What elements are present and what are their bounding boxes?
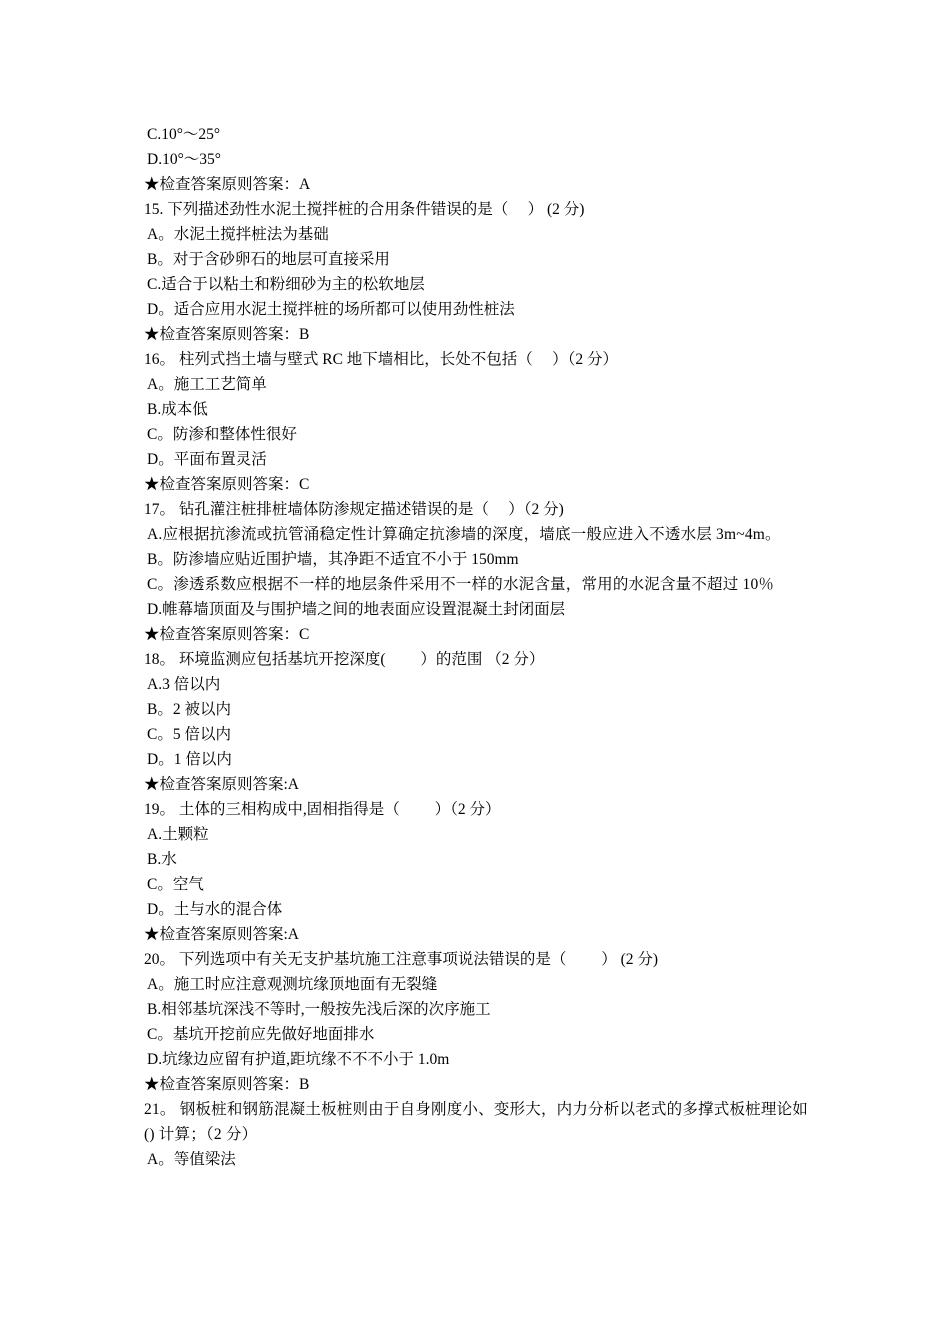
answer-key-line: ★检查答案原则答案：B — [144, 326, 310, 343]
question-text: 19。 土体的三相构成中,固相指得是（ ）（2 分） — [144, 801, 501, 818]
question-text: 15. 下列描述劲性水泥土搅拌桩的合用条件错误的是（ ） (2 分) — [144, 201, 585, 218]
answer-option: B。防渗墙应贴近围护墙，其净距不适宜不小于 150mm — [147, 551, 519, 568]
answer-key-line: ★检查答案原则答案：A — [144, 176, 311, 193]
answer-option: B.成本低 — [147, 401, 208, 418]
answer-option: A。施工工艺简单 — [147, 376, 267, 393]
answer-option: B.相邻基坑深浅不等时,一般按先浅后深的次序施工 — [147, 1001, 491, 1018]
answer-key-line: ★检查答案原则答案：C — [144, 626, 310, 643]
answer-option: B.水 — [147, 851, 177, 868]
answer-option: C。渗透系数应根据不一样的地层条件采用不一样的水泥含量，常用的水泥含量不超过 10％ — [147, 576, 775, 593]
question-text: 17。 钻孔灌注桩排桩墙体防渗规定描述错误的是（ ）（2 分) — [144, 501, 564, 518]
answer-key-line: ★检查答案原则答案:A — [144, 926, 300, 943]
question-text: 20。 下列选项中有关无支护基坑施工注意事项说法错误的是（ ） (2 分) — [144, 951, 659, 968]
answer-option: A.土颗粒 — [147, 826, 209, 843]
answer-option: C。空气 — [147, 876, 204, 893]
answer-option: D。土与水的混合体 — [147, 901, 283, 918]
answer-option: D.帷幕墙顶面及与围护墙之间的地表面应设置混凝土封闭面层 — [147, 601, 566, 618]
answer-option: A。施工时应注意观测坑缘顶地面有无裂缝 — [147, 976, 438, 993]
answer-option: B。2 被以内 — [147, 701, 231, 718]
answer-option: D。1 倍以内 — [147, 751, 232, 768]
answer-option: C.适合于以粘土和粉细砂为主的松软地层 — [147, 276, 425, 293]
answer-option: D.10°～35° — [147, 151, 221, 168]
answer-option: C。防渗和整体性很好 — [147, 426, 297, 443]
answer-option: A。等值梁法 — [147, 1151, 236, 1168]
answer-option: A。水泥土搅拌桩法为基础 — [147, 226, 329, 243]
answer-option: D。适合应用水泥土搅拌桩的场所都可以使用劲性桩法 — [147, 301, 515, 318]
answer-option: A.3 倍以内 — [147, 676, 221, 693]
answer-option: D。平面布置灵活 — [147, 451, 267, 468]
answer-option: C。基坑开挖前应先做好地面排水 — [147, 1026, 375, 1043]
answer-option: B。对于含砂卵石的地层可直接采用 — [147, 251, 390, 268]
answer-key-line: ★检查答案原则答案：B — [144, 1076, 310, 1093]
answer-option: C.10°～25° — [147, 126, 221, 143]
question-text: 18。 环境监测应包括基坑开挖深度( ）的范围 （2 分） — [144, 651, 545, 668]
answer-option: C。5 倍以内 — [147, 726, 231, 743]
document-page — [144, 122, 808, 1172]
answer-key-line: ★检查答案原则答案：C — [144, 476, 310, 493]
answer-option: D.坑缘边应留有护道,距坑缘不不不小于 1.0m — [147, 1051, 450, 1068]
question-text: 21。 钢板桩和钢筋混凝土板桩则由于自身刚度小、变形大，内力分析以老式的多撑式板桩理论如() 计算；（2 分） — [144, 1101, 808, 1143]
answer-option: A.应根据抗渗流或抗管涌稳定性计算确定抗渗墙的深度，墙底一般应进入不透水层 3m~4m。 — [147, 526, 781, 543]
question-text: 16。 柱列式挡土墙与壁式 RC 地下墙相比，长处不包括（ ）（2 分） — [144, 351, 619, 368]
answer-key-line: ★检查答案原则答案:A — [144, 776, 300, 793]
